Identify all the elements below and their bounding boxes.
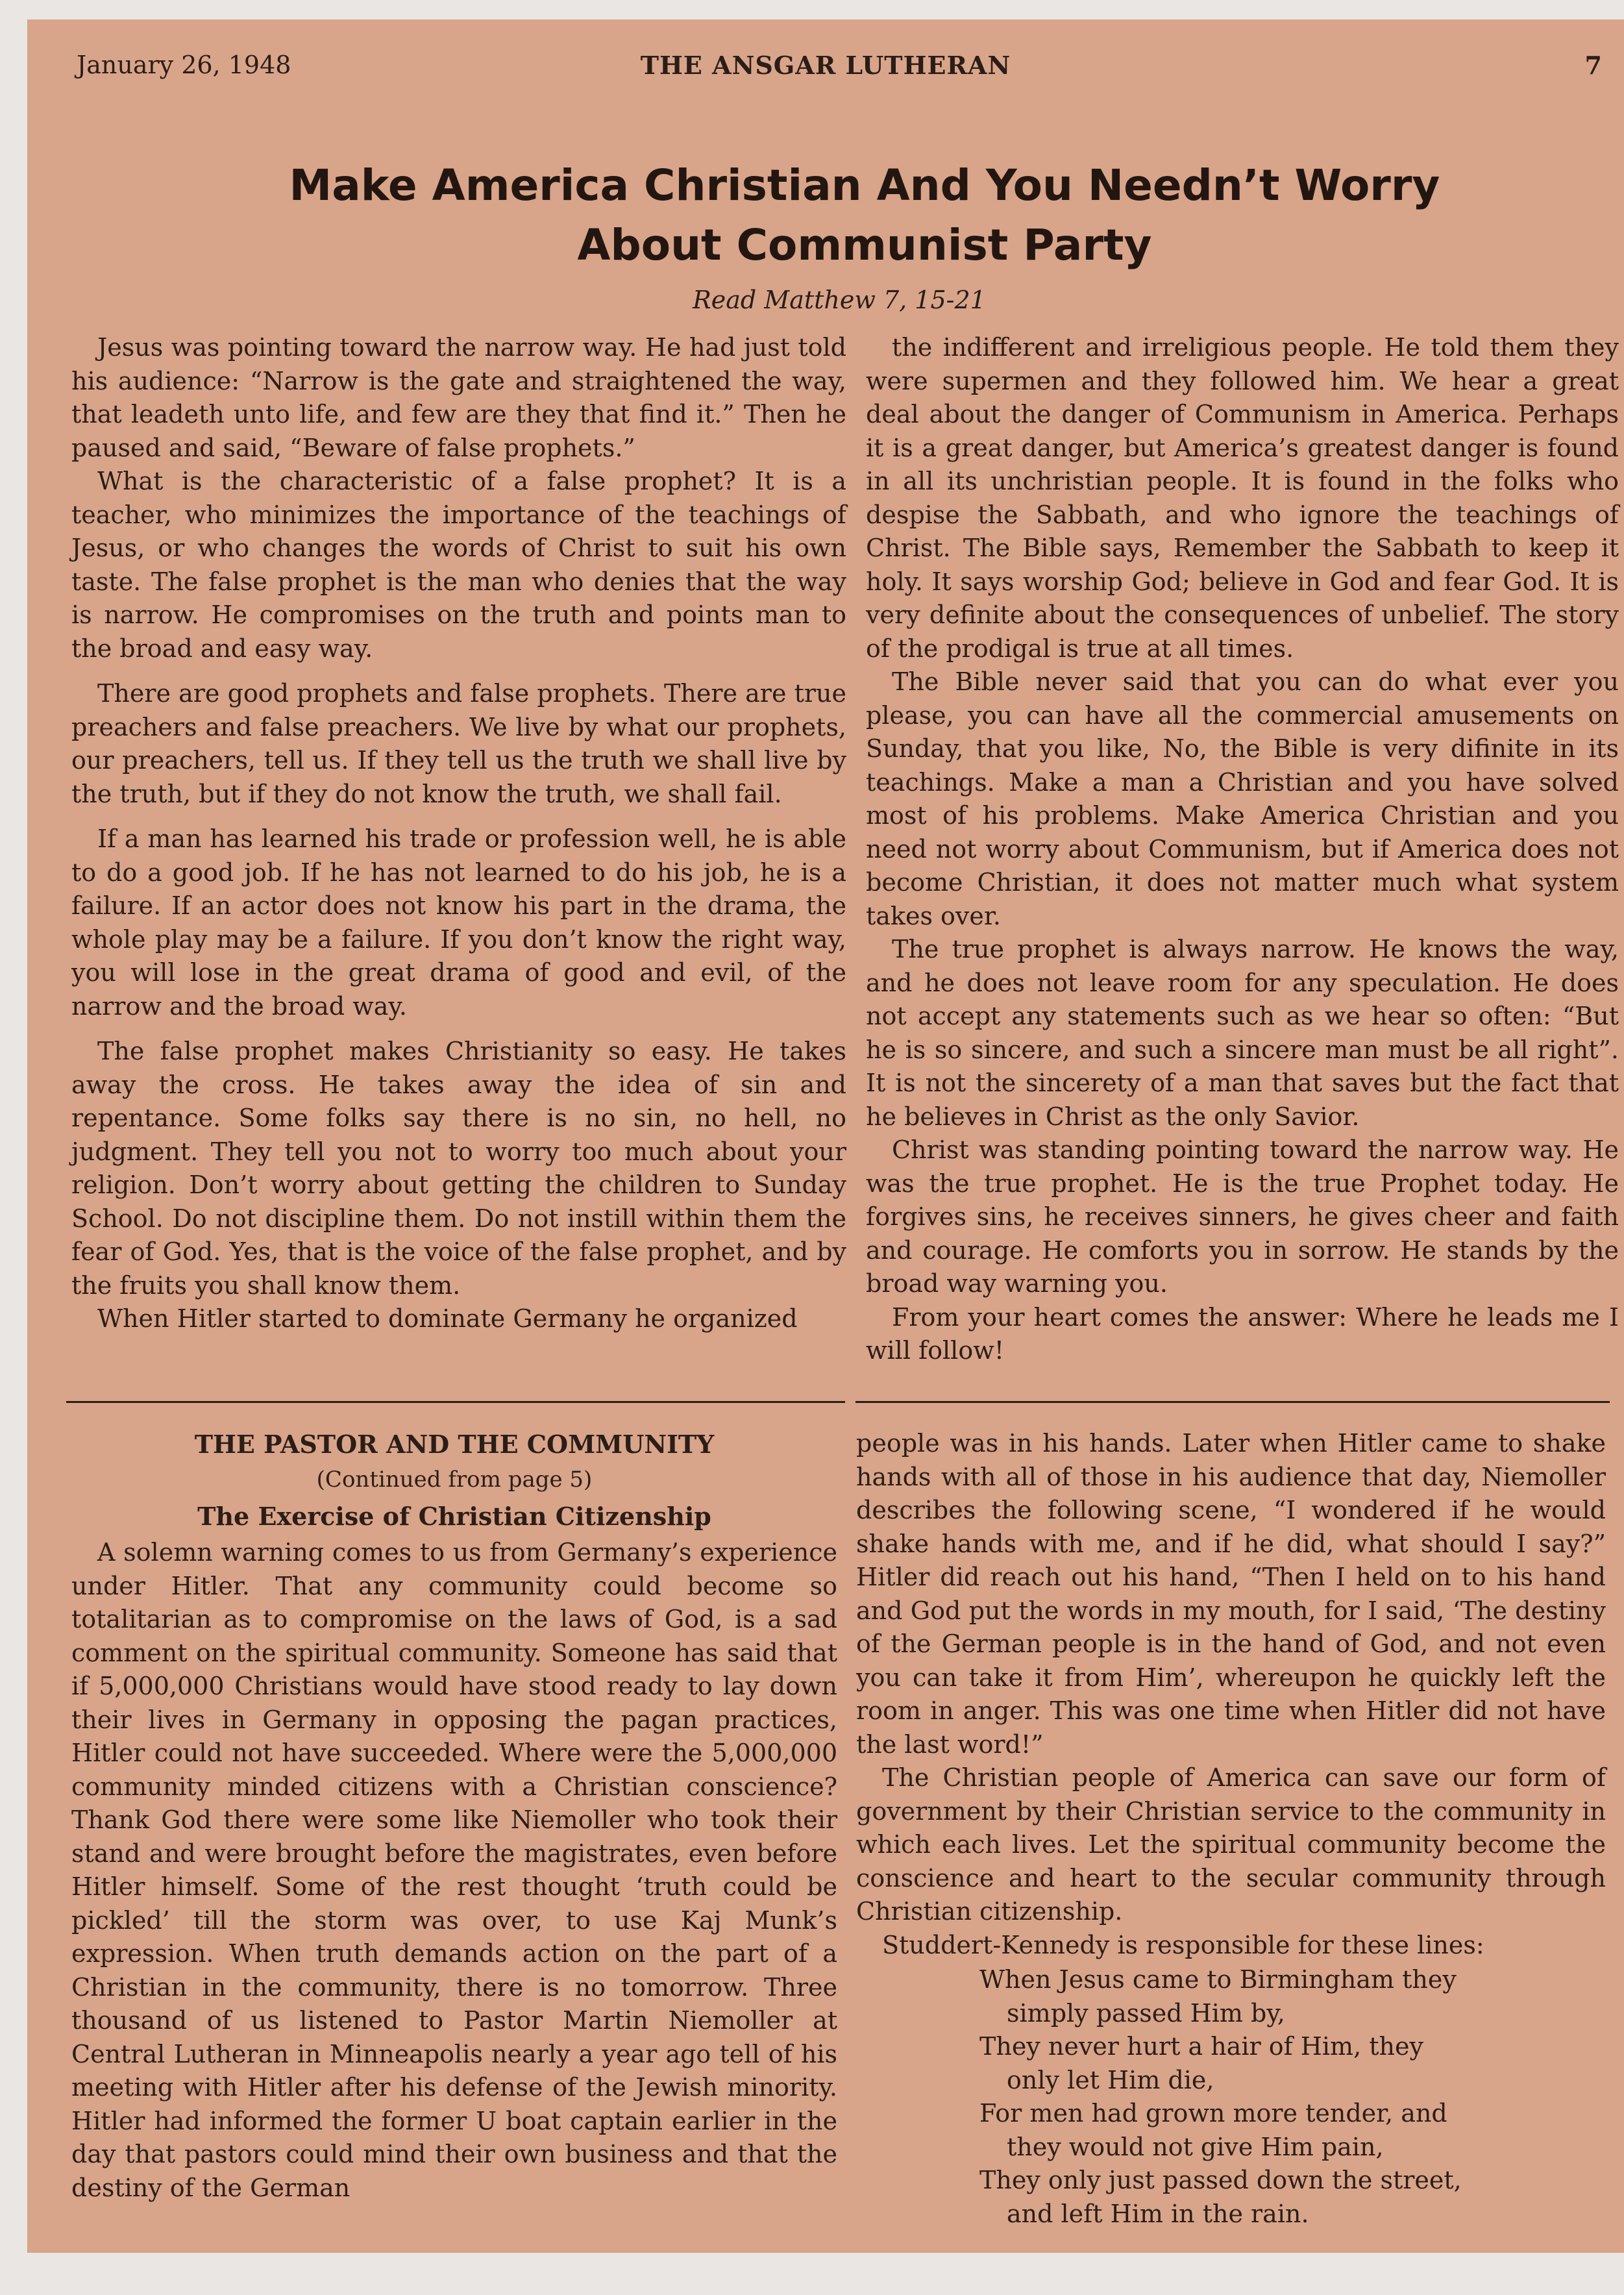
publication-title: THE ANSGAR LUTHERAN: [640, 51, 1011, 80]
section-subtitle: The Exercise of Christian Citizenship: [197, 1502, 711, 1531]
headline-line-2: About Communist Party: [577, 220, 1152, 270]
paragraph: people was in his hands. Later when Hitler came to shake hands with all of those in his audience that day, Niemoller describes the following scene, “I wondered if he would shake hands with me, and if he did, what should I say?” Hitler did reach out his hand, “Then I held on to his hand and God put the words in my mouth, for I said, ‘The destiny of the German people is in the hand of God, and not even you can take it from Him’, whereupon he quickly left the room in anger. This was one time when Hitler did not have the last word!”: [856, 1429, 1606, 1759]
headline-line-1: Make America Christian And You Needn’t Worry: [289, 160, 1440, 210]
page-header: [27, 51, 1624, 90]
paragraph: From your heart comes the answer: Where he leads me I will follow!: [866, 1302, 1619, 1365]
paragraph: The true prophet is always narrow. He knows the way, and he does not leave room for any speculation. He does not accept any statements such as we hear so often: “But he is so sincere, and such a sincere man must be all right”. It is not the sincerety of a man that saves but the fact that he believes in Christ as the only Savior.: [866, 935, 1619, 1131]
poem-line: When Jesus came to Birmingham they: [979, 1965, 1457, 1994]
paragraph: There are good prophets and false prophets. There are true preachers and false preachers. We live by what our prophets, our preachers, tell us. If they tell us the truth we shall live by the truth, but if they do not know the truth, we shall fail.: [71, 679, 846, 808]
paragraph: The Christian people of America can save our form of government by their Christian service to the community in which each lives. Let the spiritual community become the conscience and heart to the secular community through Christian citizenship.: [856, 1763, 1606, 1926]
paragraph: What is the characteristic of a false prophet? It is a teacher, who minimizes the importance of the teachings of Jesus, or who changes the words of Christ to suit his own taste. The false prophet is the man who denies that the way is narrow. He compromises on the truth and points man to the broad and easy way.: [71, 467, 846, 663]
poem-line: only let Him die,: [1007, 2065, 1214, 2094]
paragraph: Christ was standing pointing toward the narrow way. He was the true prophet. He is the true Prophet today. He forgives sins, he receives sinners, he gives cheer and faith and courage. He comforts you in sorrow. He stands by the broad way warning you.: [866, 1135, 1619, 1298]
paragraph: The false prophet makes Christianity so easy. He takes away the cross. He takes away the idea of sin and repentance. Some folks say there is no sin, no hell, no judgment. They tell you not to worry too much about your religion. Don’t worry about getting the children to Sunday School. Do not discipline them. Do not instill within them the fear of God. Yes, that is the voice of the false prophet, and by the fruits you shall know them.: [71, 1037, 846, 1300]
section-divider-right: [855, 1401, 1610, 1403]
paragraph: Jesus was pointing toward the narrow way. He had just told his audience: “Narrow is the gate and straightened the way, that leadeth unto life, and few are they that find it.” Then he paused and said, “Beware of false prophets.”: [71, 333, 846, 462]
paragraph: If a man has learned his trade or profession well, he is able to do a good job. If he has not learned to do his job, he is a failure. If an actor does not know his part in the drama, the whole play may be a failure. If you don’t know the right way, you will lose in the great drama of good and evil, of the narrow and the broad way.: [71, 825, 846, 1021]
page-number: 7: [1584, 51, 1602, 80]
article-column-right: [846, 331, 1619, 1368]
article-column-left: [71, 331, 846, 1336]
poem-line: They never hurt a hair of Him, they: [979, 2032, 1423, 2061]
poem-line: and left Him in the rain.: [1007, 2199, 1309, 2228]
section-divider-left: [66, 1401, 845, 1403]
paragraph: When Hitler started to dominate Germany he organized: [97, 1304, 798, 1333]
section-column-left: [71, 1427, 837, 2205]
paragraph: the indifferent and irreligious people. He told them they were supermen and they followed him. We hear a great deal about the danger of Communism in America. Perhaps it is a great danger, but America’s greatest danger is found in all its unchristian people. It is found in the folks who despise the Sabbath, and who ignore the teachings of Christ. The Bible says, Remember the Sabbath to keep it holy. It says worship God; believe in God and fear God. It is very definite about the consequences of unbelief. The story of the prodigal is true at all times.: [866, 333, 1619, 663]
poem-line: they would not give Him pain,: [1007, 2132, 1384, 2161]
poem-line: They only just passed down the street,: [979, 2166, 1462, 2194]
paragraph: The Bible never said that you can do what ever you please, you can have all the commercial amusements on Sunday, that you like, No, the Bible is very difinite in its teachings. Make a man a Christian and you have solved most of his problems. Make America Christian and you need not worry about Communism, but if America does not become Christian, it does not matter much what system takes over.: [866, 667, 1619, 930]
poem-line: simply passed Him by,: [1007, 1998, 1285, 2028]
poem-line: For men had grown more tender, and: [979, 2099, 1447, 2128]
section-title: THE PASTOR AND THE COMMUNITY: [194, 1430, 715, 1459]
paragraph: Studdert-Kennedy is responsible for these lines:: [882, 1930, 1484, 1959]
paragraph: A solemn warning comes to us from Germany’s experience under Hitler. That any community could become so totalitarian as to compromise on the laws of God, is a sad comment on the spiritual community. Someone has said that if 5,000,000 Christians would have stood ready to lay down their lives in Germany in opposing the pagan practices, Hitler could not have succeeded. Where were the 5,000,000 community minded citizens with a Christian conscience? Thank God there were some like Niemoller who took their stand and were brought before the magistrates, even before Hitler himself. Some of the rest thought ‘truth could be pickled’ till the storm was over, to use Kaj Munk’s expression. When truth demands action on the part of a Christian in the community, there is no tomorrow. Three thousand of us listened to Pastor Martin Niemoller at Central Lutheran in Minneapolis nearly a year ago tell of his meeting with Hitler after his defense of the Jewish minority. Hitler had informed the former U boat captain earlier in the day that pastors could mind their own business and that the destiny of the German: [71, 1538, 837, 2202]
issue-date: January 26, 1948: [77, 51, 291, 79]
poem: [856, 1963, 1606, 2231]
newspaper-page: [27, 19, 1624, 2253]
article-headline: [157, 156, 1572, 275]
scripture-reference: Read Matthew 7, 15-21: [693, 286, 986, 314]
continued-note: (Continued from page 5): [316, 1467, 593, 1493]
section-column-right: [833, 1427, 1606, 2231]
